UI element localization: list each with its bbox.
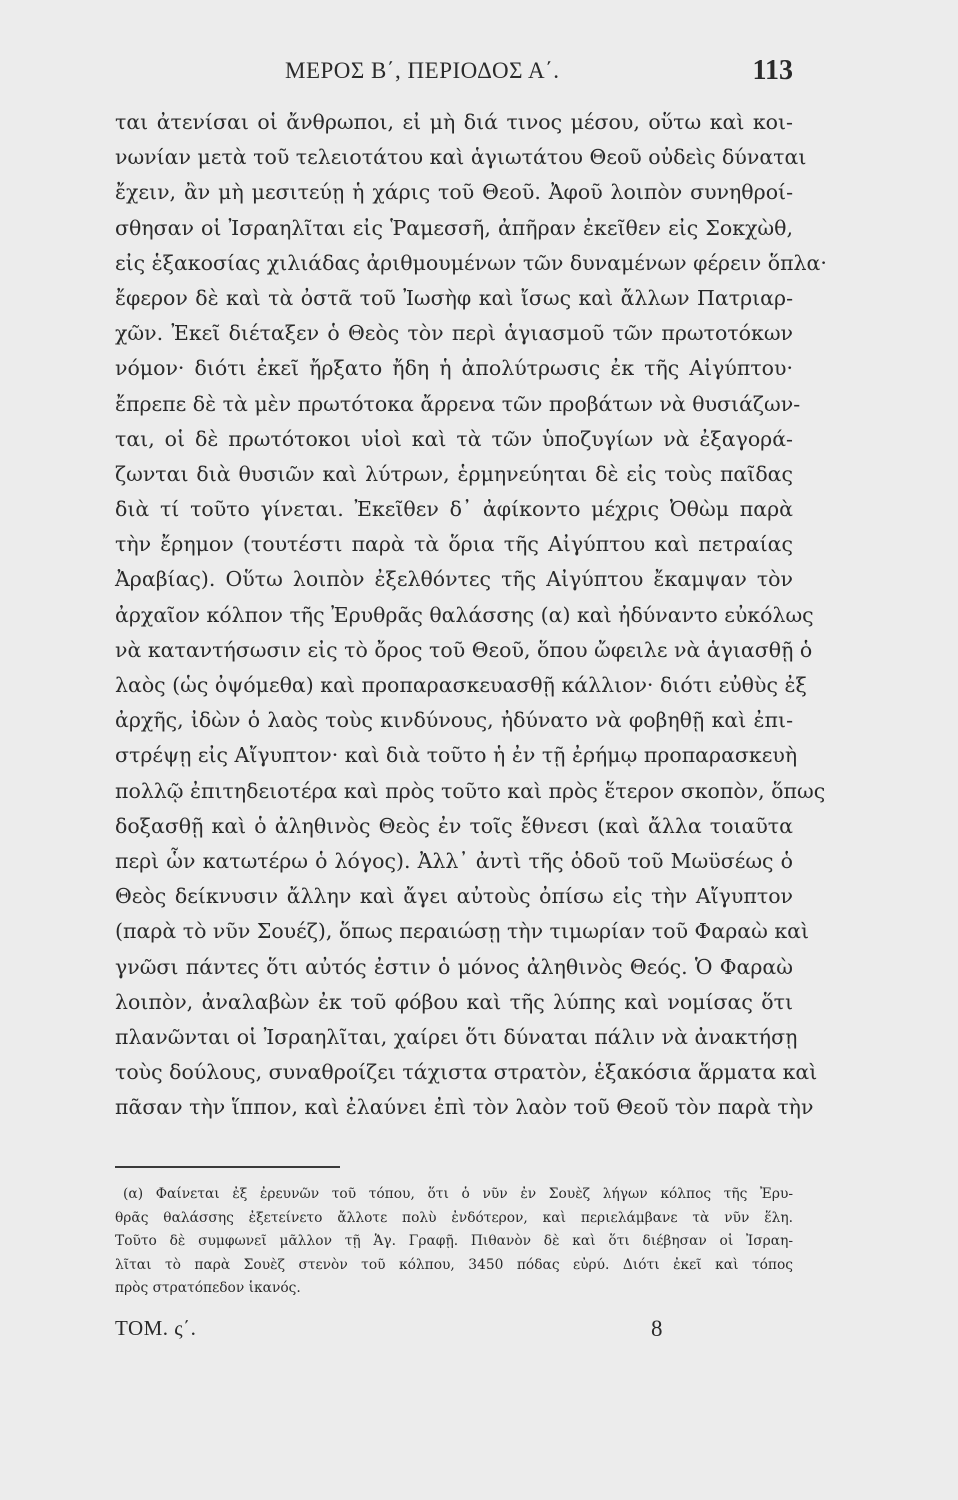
text-line: πᾶσαν τὴν ἵππον, καὶ ἐλαύνει ἐπὶ τὸν λαὸν τοῦ Θεοῦ τὸν παρὰ τὴν <box>115 1095 814 1120</box>
text-line: τὴν ἔρημον (τουτέστι παρὰ τὰ ὅρια τῆς Αἰγύπτου καὶ πετραίας <box>115 532 793 557</box>
text-line: λοιπὸν, ἀναλαβὼν ἐκ τοῦ φόβου καὶ τῆς λύπης καὶ νομίσας ὅτι <box>115 989 793 1014</box>
text-line: πλανῶνται οἱ Ἰσραηλῖται, χαίρει ὅτι δύναται πάλιν νὰ ἀνακτήσῃ <box>115 1024 798 1049</box>
text-line: πολλῷ ἐπιτηδειοτέρα καὶ πρὸς τοῦτο καὶ πρὸς ἕτερον σκοπὸν, ὅπως <box>115 778 826 803</box>
text-line: διὰ τί τοῦτο γίνεται. Ἐκεῖθεν δ᾽ ἀφίκοντο μέχρις Ὀθὼμ παρὰ <box>115 497 793 522</box>
running-head: ΜΕΡΟΣ Β΄, ΠΕΡΙΟΔΟΣ Α΄. <box>285 58 560 83</box>
footnote-line: λῖται τὸ παρὰ Σουὲζ στενὸν τοῦ κόλπου, 3450 πόδας εὐρύ. Διότι ἐκεῖ καὶ τόπος <box>115 1256 793 1273</box>
text-line: στρέψῃ εἰς Αἴγυπτον· καὶ διὰ τοῦτο ἡ ἐν τῇ ἐρήμῳ προπαρασκευὴ <box>115 743 798 768</box>
volume-mark: ΤΟΜ. ς΄. <box>115 1316 197 1340</box>
page-header <box>115 55 793 92</box>
footnote-line: (α) Φαίνεται ἐξ ἐρευνῶν τοῦ τόπου, ὅτι ὁ νῦν ἐν Σουὲζ λήγων κόλπος τῆς Ἐρυ- <box>123 1186 793 1202</box>
text-line: ἔχειν, ἂν μὴ μεσιτεύῃ ἡ χάρις τοῦ Θεοῦ. Ἀφοῦ λοιπὸν συνηθροί- <box>115 180 793 205</box>
text-line: νὰ καταντήσωσιν εἰς τὸ ὄρος τοῦ Θεοῦ, ὅπου ὤφειλε νὰ ἁγιασθῇ ὁ <box>115 637 813 662</box>
text-line: εἰς ἑξακοσίας χιλιάδας ἀριθμουμένων τῶν δυναμένων φέρειν ὅπλα· <box>115 250 827 275</box>
text-line: (παρὰ τὸ νῦν Σουέζ), ὅπως περαιώσῃ τὴν τιμωρίαν τοῦ Φαραὼ καὶ <box>115 919 810 944</box>
text-line: ἔφερον δὲ καὶ τὰ ὀστᾶ τοῦ Ἰωσὴφ καὶ ἴσως καὶ ἄλλων Πατριαρ- <box>115 285 793 310</box>
text-line: νωνίαν μετὰ τοῦ τελειοτάτου καὶ ἁγιωτάτου Θεοῦ οὐδεὶς δύναται <box>115 145 807 170</box>
text-line: ζωνται διὰ θυσιῶν καὶ λύτρων, ἑρμηνεύηται δὲ εἰς τοὺς παῖδας <box>115 461 793 486</box>
page-footer <box>115 1316 793 1356</box>
text-line: δοξασθῇ καὶ ὁ ἀληθινὸς Θεὸς ἐν τοῖς ἔθνεσι (καὶ ἄλλα τοιαῦτα <box>115 813 793 838</box>
text-line: ἀρχῆς, ἰδὼν ὁ λαὸς τοὺς κινδύνους, ἠδύνατο νὰ φοβηθῇ καὶ ἐπι- <box>115 708 793 733</box>
text-line: περὶ ὧν κατωτέρω ὁ λόγος). Ἀλλ᾽ ἀντὶ τῆς ὁδοῦ τοῦ Μωϋσέως ὁ <box>115 848 793 873</box>
text-line: Θεὸς δείκνυσιν ἄλλην καὶ ἄγει αὐτοὺς ὀπίσω εἰς τὴν Αἴγυπτον <box>115 884 793 909</box>
text-line: χῶν. Ἐκεῖ διέταξεν ὁ Θεὸς τὸν περὶ ἁγιασμοῦ τῶν πρωτοτόκων <box>115 321 793 346</box>
text-line: ται ἀτενίσαι οἱ ἄνθρωποι, εἰ μὴ διά τινος μέσου, οὕτω καὶ κοι- <box>115 110 793 134</box>
text-line: σθησαν οἱ Ἰσραηλῖται εἰς Ῥαμεσσῆ, ἀπῆραν ἐκεῖθεν εἰς Σοκχὼθ, <box>115 215 793 240</box>
main-text <box>115 105 827 1125</box>
text-line: νόμον· διότι ἐκεῖ ἤρξατο ἤδη ἡ ἀπολύτρωσις ἐκ τῆς Αἰγύπτου· <box>115 356 793 381</box>
signature-mark: 8 <box>651 1316 663 1341</box>
text-line: ἀρχαῖον κόλπον τῆς Ἐρυθρᾶς θαλάσσης (α) καὶ ἠδύναντο εὐκόλως <box>115 602 814 627</box>
page-number: 113 <box>752 55 793 86</box>
text-line: τοὺς δούλους, συναθροίζει τάχιστα στρατὸν, ἑξακόσια ἅρματα καὶ <box>115 1060 818 1085</box>
text-line: ἔπρεπε δὲ τὰ μὲν πρωτότοκα ἄρρενα τῶν προβάτων νὰ θυσιάζων- <box>115 391 801 416</box>
footnotes <box>115 1183 793 1301</box>
footnote-line: Τοῦτο δὲ συμφωνεῖ μᾶλλον τῇ Ἁγ. Γραφῇ. Πιθανὸν δὲ καὶ ὅτι διέβησαν οἱ Ἰσραη- <box>115 1233 793 1250</box>
text-line: Ἀραβίας). Οὕτω λοιπὸν ἐξελθόντες τῆς Αἰγύπτου ἔκαμψαν τὸν <box>115 567 793 592</box>
footnote-line: θρᾶς θαλάσσης ἐξετείνετο ἄλλοτε πολὺ ἐνδότερον, καὶ περιελάμβανε τὰ νῦν ἕλη. <box>115 1209 793 1226</box>
footnote-rule <box>115 1166 340 1168</box>
text-line: λαὸς (ὡς ὀψόμεθα) καὶ προπαρασκευασθῇ κάλλιον· διότι εὐθὺς ἐξ <box>115 673 807 697</box>
footnote-line: πρὸς στρατόπεδον ἱκανός. <box>115 1280 301 1297</box>
text-line: γνῶσι πάντες ὅτι αὐτός ἐστιν ὁ μόνος ἀληθινὸς Θεός. Ὁ Φαραὼ <box>115 954 793 979</box>
text-line: ται, οἱ δὲ πρωτότοκοι υἱοὶ καὶ τὰ τῶν ὑποζυγίων νὰ ἐξαγορά- <box>115 426 793 451</box>
